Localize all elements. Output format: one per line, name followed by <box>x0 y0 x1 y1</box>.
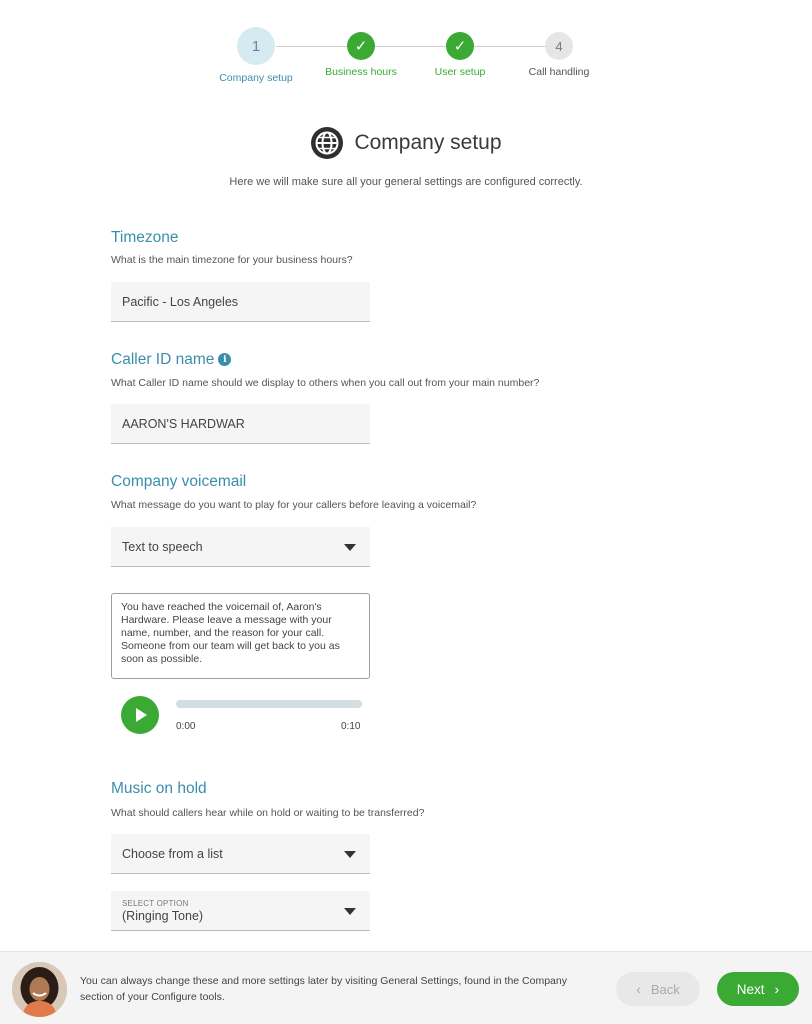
avatar-image <box>12 962 67 1017</box>
music-option-select[interactable] <box>111 891 370 931</box>
timezone-value: Pacific - Los Angeles <box>122 294 239 309</box>
audio-end-time: 0:10 <box>341 721 361 732</box>
step-company-setup[interactable] <box>201 27 311 84</box>
music-on-hold-description: What should callers hear while on hold or waiting to be transferred? <box>111 807 425 819</box>
step-label: Business hours <box>325 66 397 78</box>
next-button[interactable] <box>717 972 799 1006</box>
globe-icon <box>310 126 344 160</box>
voicemail-message-textarea[interactable] <box>111 593 370 679</box>
info-icon[interactable]: i <box>218 353 231 366</box>
footer-bar <box>0 951 812 1024</box>
footer-hint-text: You can always change these and more settings later by visiting General Settings, found in the Company section of your Configure tools. <box>80 975 567 1003</box>
page-header <box>0 126 812 165</box>
step-call-handling[interactable] <box>504 27 614 78</box>
caret-down-icon <box>344 908 356 915</box>
caret-down-icon <box>344 544 356 551</box>
select-option-label: SELECT OPTION <box>122 898 189 908</box>
voicemail-title: Company voicemail <box>111 473 247 490</box>
step-marker: 1 <box>237 27 275 65</box>
next-button-label: Next <box>736 981 765 997</box>
chevron-right-icon: › <box>774 981 780 997</box>
back-button[interactable] <box>616 972 700 1006</box>
step-business-hours[interactable] <box>306 27 416 78</box>
page-title: Company setup <box>354 131 502 154</box>
timezone-title: Timezone <box>111 229 179 246</box>
music-on-hold-title: Music on hold <box>111 780 207 797</box>
step-user-setup[interactable] <box>405 27 515 78</box>
audio-start-time: 0:00 <box>176 721 196 732</box>
timezone-field[interactable] <box>111 282 370 322</box>
step-label: Call handling <box>528 66 590 78</box>
voicemail-mode-select[interactable] <box>111 527 370 567</box>
check-icon: ✓ <box>446 32 474 60</box>
back-button-label: Back <box>650 981 680 997</box>
voicemail-mode-value: Text to speech <box>122 539 203 554</box>
voicemail-description: What message do you want to play for your callers before leaving a voicemail? <box>111 499 477 511</box>
play-button[interactable] <box>121 696 159 734</box>
caller-id-title-text: Caller ID name <box>111 351 215 368</box>
step-marker: 4 <box>545 32 573 60</box>
avatar <box>12 962 67 1017</box>
caller-id-input[interactable] <box>111 404 370 444</box>
music-source-value: Choose from a list <box>122 846 223 861</box>
timezone-description: What is the main timezone for your business hours? <box>111 254 353 266</box>
step-label: Company setup <box>219 72 293 84</box>
play-icon <box>136 708 147 722</box>
caller-id-value: AARON'S HARDWAR <box>122 416 245 431</box>
caller-id-description: What Caller ID name should we display to others when you call out from your main number? <box>111 377 540 389</box>
caret-down-icon <box>344 851 356 858</box>
chevron-left-icon: ‹ <box>636 981 641 997</box>
audio-progress-track[interactable] <box>176 700 362 708</box>
check-icon: ✓ <box>347 32 375 60</box>
step-label: User setup <box>434 66 486 78</box>
stepper <box>0 27 812 87</box>
caller-id-title <box>111 351 231 369</box>
music-source-select[interactable] <box>111 834 370 874</box>
music-option-value: (Ringing Tone) <box>122 908 204 923</box>
page-subtitle: Here we will make sure all your general settings are configured correctly. <box>229 176 583 188</box>
